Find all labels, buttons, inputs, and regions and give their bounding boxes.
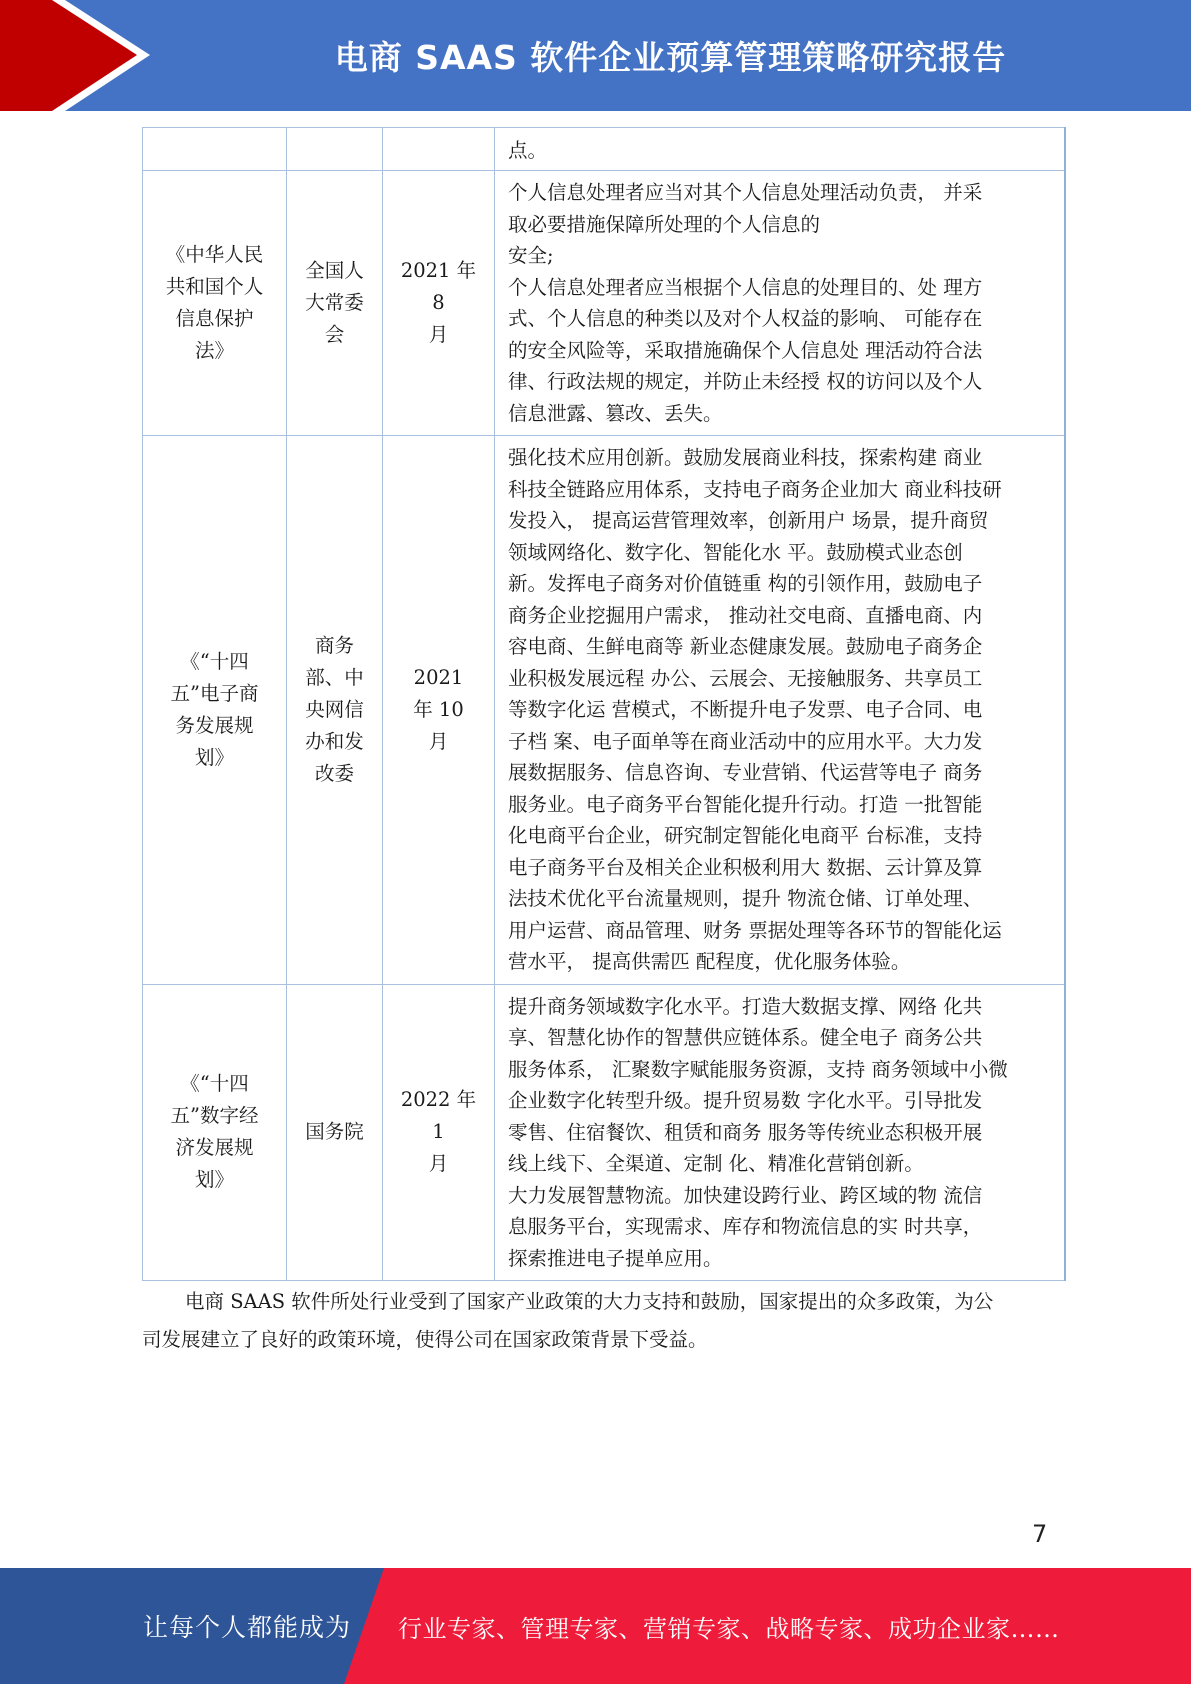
cell-line: 部、中 bbox=[305, 665, 364, 689]
cell-line: 法技术优化平台流量规则，提升 物流仓储、订单处理、 bbox=[508, 887, 983, 910]
cell-line: 电子商务平台及相关企业积极利用大 数据、云计算及算 bbox=[508, 855, 983, 879]
cell-line: 国务院 bbox=[305, 1120, 364, 1144]
issuer-cell bbox=[287, 436, 383, 985]
cell-line: 会 bbox=[324, 323, 345, 346]
cell-line: 享、智慧化协作的智慧供应链体系。健全电子 商务公共 bbox=[508, 1026, 983, 1049]
cell-line: 线上线下、全渠道、定制 化、精准化营销创新。 bbox=[508, 1152, 924, 1175]
cell-line: 划》 bbox=[194, 745, 234, 769]
report-title: 电商 SAAS 软件企业预算管理策略研究报告 bbox=[334, 38, 1007, 77]
date-cell bbox=[383, 436, 495, 985]
cell-line: 息服务平台，实现需求、库存和物流信息的实 时共享， bbox=[508, 1215, 983, 1238]
footer-slogan-right: 行业专家、管理专家、营销专家、战略专家、成功企业家…… bbox=[398, 1614, 1060, 1643]
cell-line: 大力发展智慧物流。加快建设跨行业、跨区域的物 流信 bbox=[508, 1183, 983, 1207]
cell-line: 等数字化运 营模式，不断提升电子发票、电子合同、电 bbox=[508, 698, 983, 721]
cell-line: 五”电子商 bbox=[170, 681, 259, 705]
cell-line: 强化技术应用创新。鼓励发展商业科技，探索构建 商业 bbox=[508, 446, 983, 469]
footer-slogan-left: 让每个人都能成为 bbox=[143, 1613, 352, 1642]
cell-line: 月 bbox=[428, 729, 449, 753]
cell-line: 月 bbox=[428, 323, 449, 346]
cell-line: 月 bbox=[428, 1152, 449, 1176]
cell-line: 探索推进电子提单应用。 bbox=[508, 1246, 723, 1270]
cell-line: 安全; bbox=[508, 244, 554, 267]
cell-line: 发投入， 提高运营管理效率，创新用户 场景，提升商贸 bbox=[508, 509, 989, 532]
cell-line: 改委 bbox=[314, 761, 354, 785]
issuer-cell bbox=[287, 171, 383, 436]
cell-line: 子档 案、电子面单等在商业活动中的应用水平。大力发 bbox=[508, 729, 983, 753]
cell-line: 商务企业挖掘用户需求， 推动社交电商、直播电商、内 bbox=[508, 603, 983, 627]
summary-line: 司发展建立了良好的政策环境，使得公司在国家政策背景下受益。 bbox=[142, 1328, 708, 1351]
cell-line: 《“十四 bbox=[180, 649, 249, 673]
content-cell bbox=[495, 436, 1065, 985]
content-cell bbox=[495, 171, 1065, 436]
cell-line: 个人信息处理者应当根据个人信息的处理目的、处 理方 bbox=[508, 275, 983, 299]
cell-line: 容电商、生鲜电商等 新业态健康发展。鼓励电子商务企 bbox=[508, 635, 983, 658]
policy-table bbox=[142, 127, 1066, 1281]
cell-line: 《中华人民 bbox=[165, 243, 264, 266]
issuer-cell bbox=[287, 128, 383, 171]
cell-line: 服务业。电子商务平台智能化提升行动。打造 一批智能 bbox=[508, 792, 983, 816]
cell-line: 2022 年 1 bbox=[400, 1088, 477, 1144]
header-chevron-graphic bbox=[0, 0, 160, 111]
date-cell bbox=[383, 171, 495, 436]
cell-line: 个人信息处理者应当对其个人信息处理活动负责， 并采 bbox=[508, 181, 983, 204]
page-header bbox=[0, 0, 1191, 111]
page-number: 7 bbox=[1032, 1520, 1048, 1548]
summary-line: 电商 SAAS 软件所处行业受到了国家产业政策的大力支持和鼓励，国家提出的众多政策，为公 bbox=[185, 1290, 994, 1313]
date-cell bbox=[383, 128, 495, 171]
cell-line: 科技全链路应用体系，支持电子商务企业加大 商业科技研 bbox=[508, 477, 1002, 501]
cell-line: 信息泄露、篡改、丢失。 bbox=[508, 401, 723, 425]
cell-line: 务发展规 bbox=[175, 713, 254, 737]
cell-line: 服务体系， 汇聚数字赋能服务资源，支持 商务领域中小微 bbox=[508, 1057, 1008, 1081]
cell-line: 信息保护 bbox=[175, 307, 254, 330]
cell-line: 展数据服务、信息咨询、专业营销、代运营等电子 商务 bbox=[508, 761, 983, 784]
cell-line: 法》 bbox=[194, 339, 234, 362]
cell-line: 领域网络化、数字化、智能化水 平。鼓励模式业态创 bbox=[508, 540, 963, 564]
issuer-cell bbox=[287, 984, 383, 1281]
table-row bbox=[143, 984, 1065, 1281]
cell-line: 化电商平台企业，研究制定智能化电商平 台标准，支持 bbox=[508, 824, 983, 847]
cell-line: 律、行政法规的规定，并防止未经授 权的访问以及个人 bbox=[508, 370, 983, 393]
cell-line: 2021 年 8 bbox=[400, 259, 477, 314]
policy-name-cell bbox=[143, 984, 287, 1281]
date-cell bbox=[383, 984, 495, 1281]
cell-line: 营水平， 提高供需匹 配程度，优化服务体验。 bbox=[508, 950, 911, 973]
cell-line: 企业数字化转型升级。提升贸易数 字化水平。引导批发 bbox=[508, 1089, 983, 1112]
cell-line: 全国人 bbox=[305, 259, 364, 282]
cell-line: 的安全风险等，采取措施确保个人信息处 理活动符合法 bbox=[508, 338, 983, 362]
cell-line: 五”数字经 bbox=[170, 1104, 259, 1128]
policy-name-cell bbox=[143, 436, 287, 985]
table-row bbox=[143, 436, 1065, 985]
cell-line: 《“十四 bbox=[180, 1072, 249, 1096]
cell-line: 央网信 bbox=[305, 697, 364, 721]
content-cell bbox=[495, 984, 1065, 1281]
cell-line: 济发展规 bbox=[175, 1136, 254, 1160]
cell-line: 大常委 bbox=[305, 291, 364, 314]
cell-line: 业积极发展远程 办公、云展会、无接触服务、共享员工 bbox=[508, 666, 983, 690]
cell-line: 点。 bbox=[508, 138, 548, 162]
policy-name-cell bbox=[143, 171, 287, 436]
cell-line: 办和发 bbox=[305, 729, 364, 753]
cell-line: 划》 bbox=[194, 1168, 234, 1192]
cell-line: 新。发挥电子商务对价值链重 构的引领作用，鼓励电子 bbox=[508, 572, 983, 595]
cell-line: 取必要措施保障所处理的个人信息的 bbox=[508, 212, 821, 236]
cell-line: 商务 bbox=[314, 633, 354, 657]
cell-line: 零售、住宿餐饮、租赁和商务 服务等传统业态积极开展 bbox=[508, 1120, 983, 1144]
policy-name-cell bbox=[143, 128, 287, 171]
table-row bbox=[143, 171, 1065, 436]
summary-paragraph bbox=[142, 1283, 1042, 1359]
cell-line: 用户运营、商品管理、财务 票据处理等各环节的智能化运 bbox=[508, 918, 1002, 942]
cell-line: 提升商务领域数字化水平。打造大数据支撑、网络 化共 bbox=[508, 994, 983, 1018]
cell-line: 共和国个人 bbox=[165, 275, 264, 298]
cell-line: 年 10 bbox=[413, 697, 464, 721]
cell-line: 2021 bbox=[413, 665, 464, 689]
page-footer bbox=[0, 1568, 1191, 1684]
cell-line: 式、个人信息的种类以及对个人权益的影响、 可能存在 bbox=[508, 307, 983, 330]
content-cell bbox=[495, 128, 1065, 171]
table-row bbox=[143, 128, 1065, 171]
